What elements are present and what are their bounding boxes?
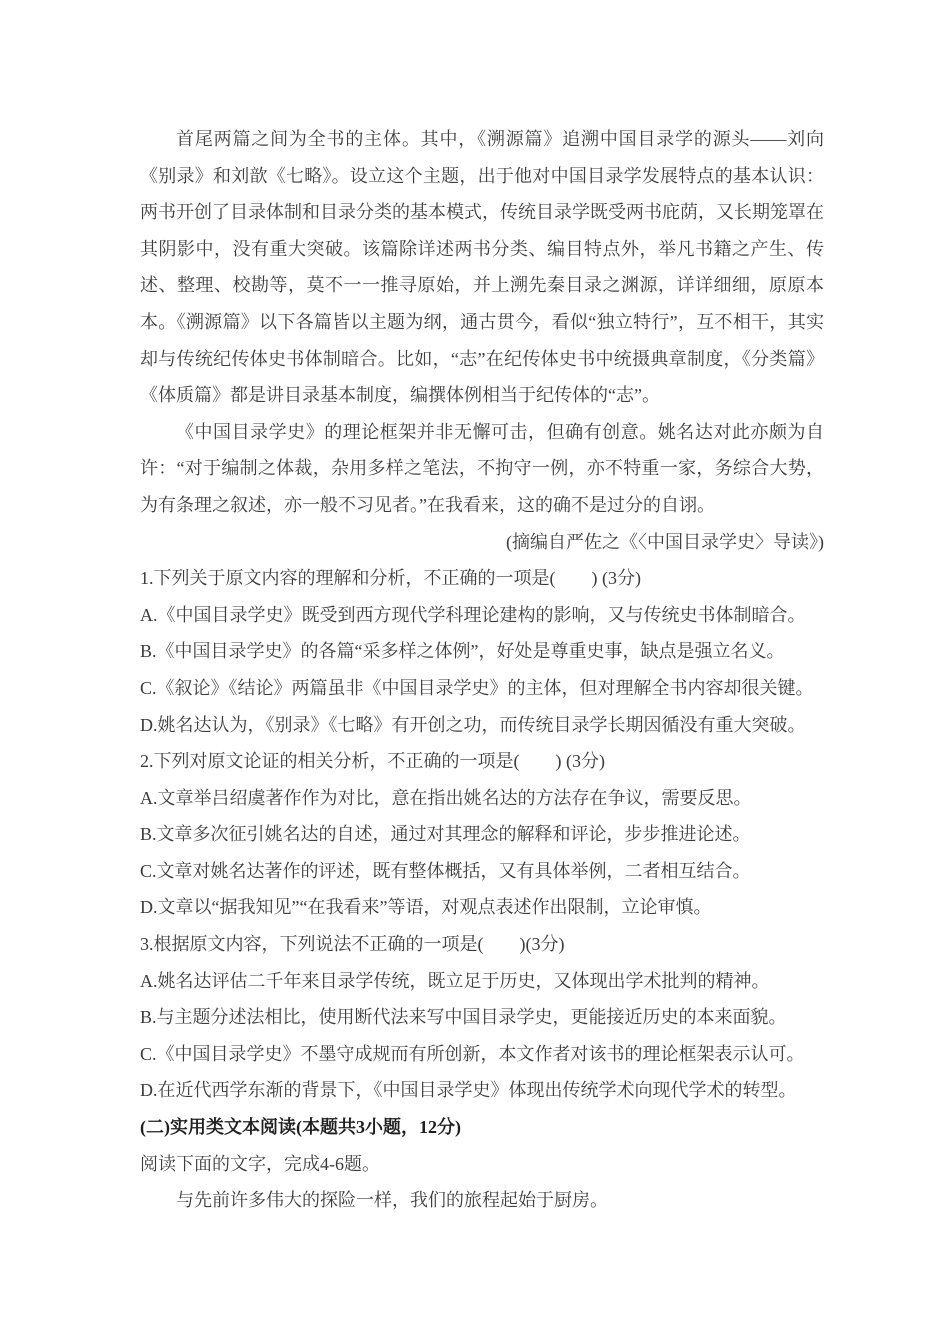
question-1-option-a: A.《中国目录学史》既受到西方现代学科理论建构的影响，又与传统史书体制暗合。 xyxy=(140,604,806,625)
question-3: 3.根据原文内容，下列说法不正确的一项是( )(3分) xyxy=(140,934,565,955)
question-1: 1.下列关于原文内容的理解和分析，不正确的一项是( ) (3分) xyxy=(140,568,641,589)
question-2-option-d: D.文章以“据我知见”“在我看来”等语，对观点表述作出限制，立论审慎。 xyxy=(140,897,712,918)
reading-instruction: 阅读下面的文字，完成4-6题。 xyxy=(140,1153,380,1174)
body-paragraph-1: 首尾两篇之间为全书的主体。其中，《溯源篇》追溯中国目录学的源头——刘向《别录》和刘歆《七略》。设立这个主题，出于他对中国目录学发展特点的基本认识：两书开创了目录体制和目录分类的基本模式，传统目录学既受两书庇荫，又长期笼罩在其阴影中，没有重大突破。该篇除详述两书分类、编目特点外，举凡书籍之产生、传述、整理、校勘等，莫不一一推寻原始，并上溯先秦目录之渊源，详详细细，原原本本。《溯源篇》以下各篇皆以主题为纲，通古贯今，看似“独立特行”，互不相干，其实却与传统纪传体史书体制暗合。比如，“志”在纪传体史书中统摄典章制度，《分类篇》《体质篇》都是讲目录基本制度，编撰体例相当于纪传体的“志”。 xyxy=(140,129,824,406)
question-3-option-a: A.姚名达评估二千年来目录学传统，既立足于历史，又体现出学术批判的精神。 xyxy=(140,970,770,991)
question-3-option-b: B.与主题分述法相比，使用断代法来写中国目录学史，更能接近历史的本来面貌。 xyxy=(140,1007,787,1028)
question-2-option-a: A.文章举吕绍虞著作作为对比，意在指出姚名达的方法存在争议，需要反思。 xyxy=(140,787,752,808)
text-block xyxy=(140,121,824,1219)
question-2: 2.下列对原文论证的相关分析，不正确的一项是( ) (3分) xyxy=(140,751,605,772)
section-heading: (二)实用类文本阅读(本题共3小题，12分) xyxy=(140,1117,461,1138)
body-paragraph-3: 与先前许多伟大的探险一样，我们的旅程起始于厨房。 xyxy=(176,1190,608,1211)
question-3-option-c: C.《中国目录学史》不墨守成规而有所创新，本文作者对该书的理论框架表示认可。 xyxy=(140,1043,805,1064)
question-1-option-c: C.《叙论》《结论》两篇虽非《中国目录学史》的主体，但对理解全书内容却很关键。 xyxy=(140,677,814,698)
question-2-option-b: B.文章多次征引姚名达的自述，通过对其理念的解释和评论，步步推进论述。 xyxy=(140,824,751,845)
question-3-option-d: D.在近代西学东渐的背景下，《中国目录学史》体现出传统学术向现代学术的转型。 xyxy=(140,1080,797,1101)
question-1-option-b: B.《中国目录学史》的各篇“采多样之体例”，好处是尊重史事，缺点是强立名义。 xyxy=(140,641,785,662)
question-1-option-d: D.姚名达认为，《别录》《七略》有开创之功，而传统目录学长期因循没有重大突破。 xyxy=(140,714,806,735)
question-2-option-c: C.文章对姚名达著作的评述，既有整体概括，又有具体举例，二者相互结合。 xyxy=(140,860,751,881)
attribution-line: (摘编自严佐之《〈中国目录学史〉导读》) xyxy=(506,531,824,552)
body-paragraph-2: 《中国目录学史》的理论框架并非无懈可击，但确有创意。姚名达对此亦颇为自许：“对于编制之体裁，杂用多样之笔法，不拘守一例，亦不特重一家，务综合大势，为有条理之叙述，亦一般不习见者。”在我看来，这的确不是过分的自诩。 xyxy=(140,421,824,515)
